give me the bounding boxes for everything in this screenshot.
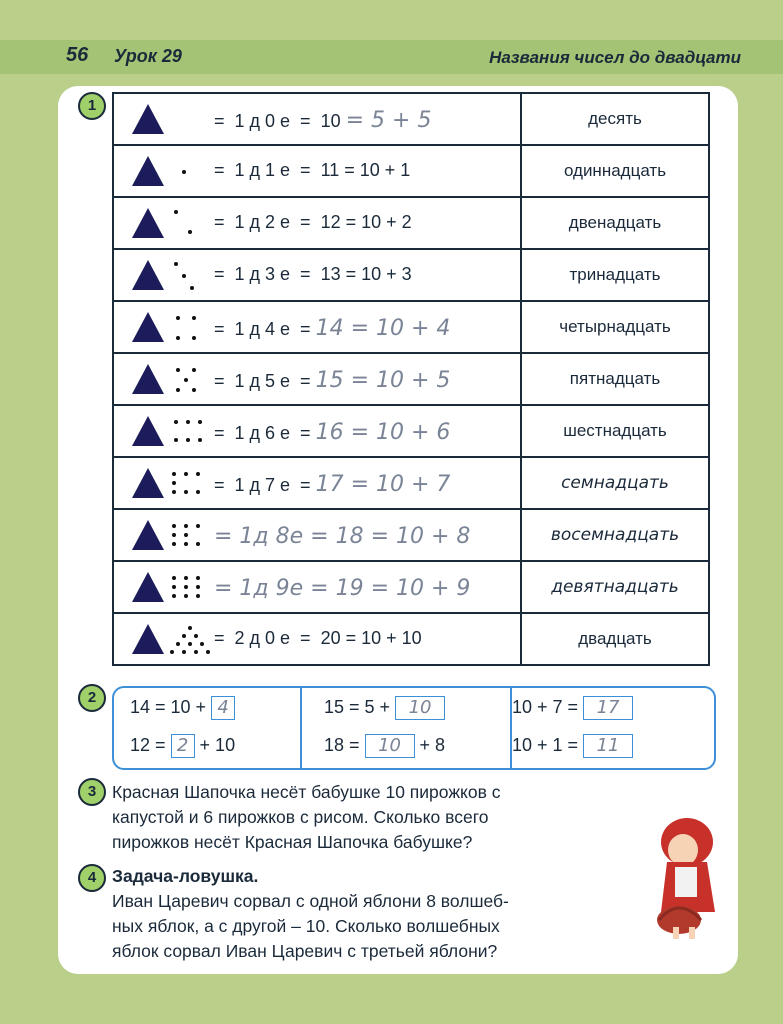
unit-dot: [184, 533, 188, 537]
column-divider: [300, 688, 302, 768]
equation-text: + 8: [414, 734, 446, 755]
topic-title: Названия чисел до двадцати: [489, 48, 741, 67]
unit-dots: [168, 570, 208, 604]
unit-dot: [196, 542, 200, 546]
answer-box[interactable]: 17: [583, 696, 633, 720]
number-expression: [214, 420, 450, 445]
unit-dot: [194, 650, 198, 654]
printed-expression: = 1 д 2 е = 12 = 10 + 2: [214, 212, 412, 232]
unit-dot: [196, 585, 200, 589]
number-composition-cell: [113, 353, 521, 405]
unit-dot: [184, 585, 188, 589]
unit-dot: [172, 490, 176, 494]
printed-expression: = 1 д 3 е = 13 = 10 + 3: [214, 264, 412, 284]
unit-dot: [172, 594, 176, 598]
number-composition-cell: [113, 405, 521, 457]
unit-dot: [172, 472, 176, 476]
number-expression: [214, 316, 450, 341]
equation-text: 12 =: [130, 734, 171, 755]
task-3-line: пирожков несёт Красная Шапочка бабушке?: [112, 832, 473, 852]
lesson-title: Урок 29: [114, 46, 182, 66]
ten-triangle-icon: [132, 520, 164, 550]
answer-box[interactable]: 2: [171, 734, 195, 758]
equation: [324, 734, 445, 758]
task-number-2: 2: [78, 684, 106, 712]
unit-dot: [184, 524, 188, 528]
unit-dot: [188, 626, 192, 630]
printed-expression: = 1 д 7 е =: [214, 475, 316, 495]
unit-dot: [172, 481, 176, 485]
number-expression: [214, 628, 422, 649]
task-number-1: 1: [78, 92, 106, 120]
task-4-line: Иван Царевич сорвал с одной яблони 8 волшеб-: [112, 891, 509, 911]
unit-dots: [168, 258, 208, 292]
unit-dot: [182, 170, 186, 174]
number-name-cell: одиннадцать: [521, 145, 709, 197]
printed-expression: = 1 д 6 е =: [214, 423, 316, 443]
printed-expression: = 1 д 1 е = 11 = 10 + 1: [214, 160, 411, 180]
unit-dot: [192, 336, 196, 340]
number-name-cell: десять: [521, 93, 709, 145]
number-expression: [214, 472, 450, 497]
answer-box[interactable]: 10: [395, 696, 445, 720]
task-number-4: 4: [78, 864, 106, 892]
task-4-line: яблок сорвал Иван Царевич с третьей яблони?: [112, 941, 498, 961]
number-expression: [214, 524, 470, 549]
number-composition-cell: [113, 509, 521, 561]
equation: [130, 734, 235, 758]
equation-text: + 10: [194, 734, 236, 755]
printed-expression: = 1 д 0 е = 10: [214, 111, 346, 131]
unit-dot: [186, 420, 190, 424]
number-expression: [214, 108, 431, 133]
unit-dot: [192, 316, 196, 320]
number-composition-cell: [113, 301, 521, 353]
unit-dot: [174, 438, 178, 442]
equation-text: 10 + 1 =: [512, 734, 584, 755]
unit-dot: [206, 650, 210, 654]
number-composition-cell: [113, 93, 521, 145]
unit-dot: [196, 472, 200, 476]
unit-dot: [176, 388, 180, 392]
handwritten-answer: 14 = 10 + 4: [315, 316, 451, 341]
ten-triangle-icon: [132, 468, 164, 498]
number-composition-cell: [113, 249, 521, 301]
ten-triangle-icon: [132, 624, 164, 654]
task-4-line: ных яблок, а с другой – 10. Сколько волшебных: [112, 916, 500, 936]
task-3-line: Красная Шапочка несёт бабушке 10 пирожков с: [112, 782, 501, 802]
table-row: [113, 301, 709, 353]
number-composition-cell: [113, 613, 521, 665]
unit-dot: [174, 420, 178, 424]
equation-text: 10 + 7 =: [512, 696, 584, 717]
unit-dots: [168, 414, 208, 448]
unit-dot: [196, 490, 200, 494]
unit-dot: [200, 642, 204, 646]
equations-box: [112, 686, 716, 770]
unit-dot: [176, 336, 180, 340]
unit-dot: [184, 472, 188, 476]
equation-text: 18 =: [324, 734, 365, 755]
unit-dot: [198, 420, 202, 424]
unit-dot: [188, 230, 192, 234]
equation: [512, 734, 633, 758]
number-name-cell: двадцать: [521, 613, 709, 665]
number-name-cell: четырнадцать: [521, 301, 709, 353]
table-row: [113, 561, 709, 613]
printed-expression: = 1 д 5 е =: [214, 371, 316, 391]
numbers-table: [112, 92, 710, 666]
unit-dot: [172, 576, 176, 580]
page-number: 56: [66, 44, 89, 66]
equation: [512, 696, 633, 720]
unit-dot: [176, 642, 180, 646]
unit-dot: [198, 438, 202, 442]
number-expression: [214, 368, 450, 393]
unit-dot: [172, 524, 176, 528]
unit-dot: [182, 274, 186, 278]
task-number-3: 3: [78, 778, 106, 806]
table-row: [113, 249, 709, 301]
unit-dots: [168, 310, 208, 344]
equation: [324, 696, 445, 720]
ten-triangle-icon: [132, 312, 164, 342]
handwritten-answer: 17 = 10 + 7: [315, 472, 451, 497]
unit-dot: [186, 438, 190, 442]
unit-dot: [196, 524, 200, 528]
unit-dot: [172, 533, 176, 537]
table-row: [113, 145, 709, 197]
unit-dots: [168, 622, 208, 656]
unit-dot: [176, 368, 180, 372]
handwritten-answer: 16 = 10 + 6: [315, 420, 451, 445]
unit-dot: [182, 650, 186, 654]
number-name-cell: тринадцать: [521, 249, 709, 301]
unit-dot: [184, 490, 188, 494]
ten-triangle-icon: [132, 156, 164, 186]
number-name-cell: пятнадцать: [521, 353, 709, 405]
ten-triangle-icon: [132, 208, 164, 238]
table-row: [113, 93, 709, 145]
table-row: [113, 509, 709, 561]
unit-dot: [194, 634, 198, 638]
number-name-cell: семнадцать: [521, 457, 709, 509]
number-name-cell: двенадцать: [521, 197, 709, 249]
unit-dot: [184, 594, 188, 598]
unit-dot: [184, 576, 188, 580]
number-name-cell: восемнадцать: [521, 509, 709, 561]
equation-text: 15 = 5 +: [324, 696, 396, 717]
unit-dot: [172, 542, 176, 546]
number-expression: [214, 576, 470, 601]
table-row: [113, 457, 709, 509]
number-composition-cell: [113, 457, 521, 509]
ten-triangle-icon: [132, 104, 164, 134]
unit-dots: [168, 102, 208, 136]
unit-dot: [192, 388, 196, 392]
unit-dot: [184, 542, 188, 546]
number-name-cell: девятнадцать: [521, 561, 709, 613]
answer-box[interactable]: 10: [365, 734, 415, 758]
task-3-line: капустой и 6 пирожков с рисом. Сколько всего: [112, 807, 489, 827]
task-3-text: [112, 780, 501, 855]
unit-dot: [184, 378, 188, 382]
handwritten-answer: = 5 + 5: [345, 108, 432, 133]
table-row: [113, 613, 709, 665]
table-row: [113, 405, 709, 457]
red-riding-hood-illustration: [645, 812, 725, 942]
unit-dots: [168, 518, 208, 552]
number-expression: [214, 160, 410, 181]
ten-triangle-icon: [132, 416, 164, 446]
unit-dot: [192, 368, 196, 372]
unit-dot: [176, 316, 180, 320]
unit-dots: [168, 154, 208, 188]
printed-expression: = 2 д 0 е = 20 = 10 + 10: [214, 628, 422, 648]
unit-dot: [170, 650, 174, 654]
unit-dot: [196, 594, 200, 598]
unit-dots: [168, 206, 208, 240]
number-expression: [214, 212, 412, 233]
unit-dot: [174, 262, 178, 266]
unit-dot: [196, 576, 200, 580]
printed-expression: = 1 д 4 е =: [214, 319, 316, 339]
ten-triangle-icon: [132, 572, 164, 602]
number-composition-cell: [113, 197, 521, 249]
number-expression: [214, 264, 412, 285]
number-composition-cell: [113, 561, 521, 613]
handwritten-answer: 15 = 10 + 5: [315, 368, 451, 393]
number-composition-cell: [113, 145, 521, 197]
ten-triangle-icon: [132, 364, 164, 394]
equation: [130, 696, 235, 720]
table-row: [113, 353, 709, 405]
unit-dots: [168, 466, 208, 500]
handwritten-answer: = 1д 9е = 19 = 10 + 9: [214, 576, 471, 601]
unit-dot: [174, 210, 178, 214]
unit-dot: [188, 642, 192, 646]
number-name-cell: шестнадцать: [521, 405, 709, 457]
unit-dot: [182, 634, 186, 638]
answer-box[interactable]: 11: [583, 734, 633, 758]
unit-dots: [168, 362, 208, 396]
table-row: [113, 197, 709, 249]
handwritten-answer: = 1д 8е = 18 = 10 + 8: [214, 524, 471, 549]
equation-text: 14 = 10 +: [130, 696, 212, 717]
unit-dot: [190, 286, 194, 290]
task-4-text: [112, 864, 509, 964]
answer-box[interactable]: 4: [211, 696, 235, 720]
unit-dot: [172, 585, 176, 589]
ten-triangle-icon: [132, 260, 164, 290]
task-4-title: Задача-ловушка.: [112, 866, 259, 886]
